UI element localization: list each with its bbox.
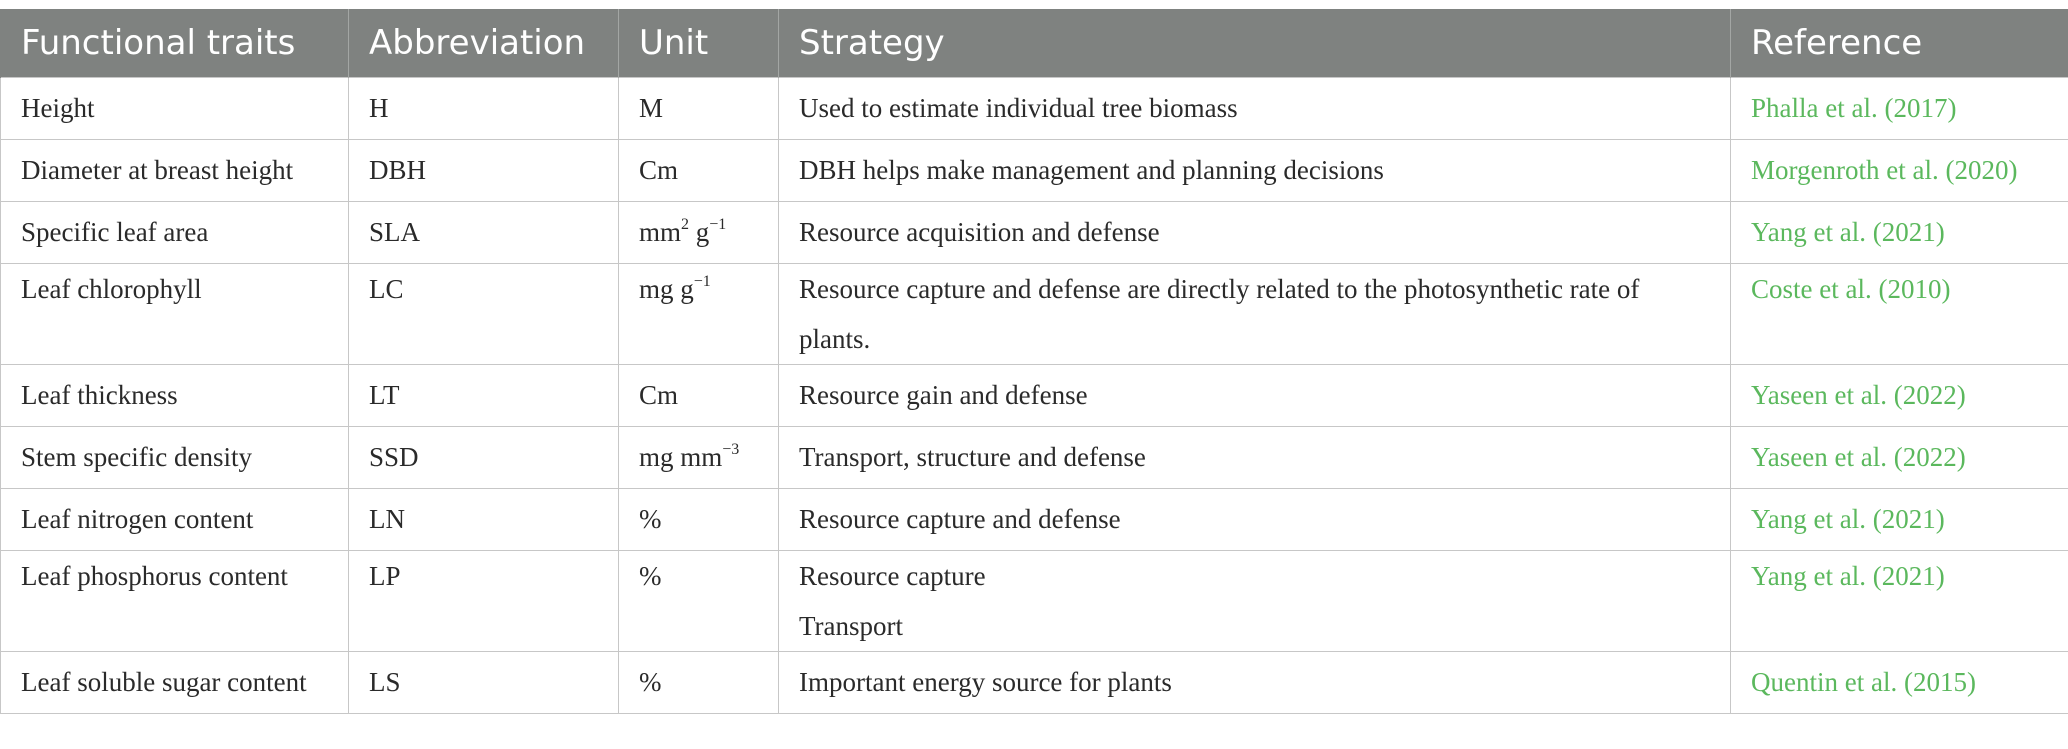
- trait-cell: Leaf nitrogen content: [1, 489, 349, 551]
- table-row: [1, 264, 2068, 365]
- unit-text: %: [639, 561, 662, 591]
- reference-link[interactable]: Quentin et al. (2015): [1731, 652, 2068, 714]
- abbreviation-cell: H: [349, 78, 619, 140]
- functional-traits-table: [0, 9, 2068, 714]
- table-row: [1, 140, 2068, 202]
- unit-superscript: 2: [681, 216, 690, 233]
- unit-cell: [619, 427, 779, 489]
- strategy-cell: Transport, structure and defense: [779, 427, 1731, 489]
- abbreviation-cell: SLA: [349, 202, 619, 264]
- header-abbreviation: Abbreviation: [349, 9, 619, 78]
- reference-link[interactable]: Yang et al. (2021): [1731, 202, 2068, 264]
- strategy-line-1: Resource capture and defense are directly related to the photosynthetic rate of: [799, 274, 1640, 304]
- trait-cell: Diameter at breast height: [1, 140, 349, 202]
- abbreviation-cell: LS: [349, 652, 619, 714]
- reference-link[interactable]: Morgenroth et al. (2020): [1731, 140, 2068, 202]
- header-unit: Unit: [619, 9, 779, 78]
- abbreviation-cell: LN: [349, 489, 619, 551]
- reference-link[interactable]: Yang et al. (2021): [1731, 551, 2068, 652]
- strategy-cell: DBH helps make management and planning decisions: [779, 140, 1731, 202]
- strategy-cell: Resource gain and defense: [779, 365, 1731, 427]
- unit-cell: [619, 78, 779, 140]
- strategy-cell: Resource acquisition and defense: [779, 202, 1731, 264]
- unit-tail: g: [689, 217, 710, 247]
- unit-base: mg mm: [639, 442, 723, 472]
- table-header-row: [1, 9, 2068, 78]
- strategy-cell: [779, 551, 1731, 652]
- unit-text: [639, 442, 739, 472]
- table-row: [1, 551, 2068, 652]
- unit-text: [639, 274, 711, 304]
- table-row: [1, 652, 2068, 714]
- strategy-cell: Resource capture and defense: [779, 489, 1731, 551]
- unit-cell: [619, 202, 779, 264]
- unit-cell: [619, 365, 779, 427]
- table-row: [1, 427, 2068, 489]
- header-reference: Reference: [1731, 9, 2068, 78]
- unit-cell: [619, 489, 779, 551]
- trait-cell: Stem specific density: [1, 427, 349, 489]
- table-row: [1, 365, 2068, 427]
- trait-cell: Leaf soluble sugar content: [1, 652, 349, 714]
- reference-link[interactable]: Phalla et al. (2017): [1731, 78, 2068, 140]
- strategy-line-2: Transport: [799, 611, 904, 641]
- abbreviation-cell: LT: [349, 365, 619, 427]
- reference-link[interactable]: Yang et al. (2021): [1731, 489, 2068, 551]
- trait-cell: Leaf thickness: [1, 365, 349, 427]
- unit-text: Cm: [639, 155, 679, 185]
- strategy-cell: [779, 264, 1731, 365]
- unit-cell: [619, 140, 779, 202]
- unit-cell: [619, 551, 779, 652]
- unit-superscript: −1: [693, 273, 711, 290]
- strategy-cell: Used to estimate individual tree biomass: [779, 78, 1731, 140]
- unit-cell: [619, 652, 779, 714]
- unit-text: M: [639, 93, 664, 123]
- table-row: [1, 202, 2068, 264]
- functional-traits-table-container: [0, 9, 2068, 714]
- abbreviation-cell: LC: [349, 264, 619, 365]
- strategy-line-2: plants.: [799, 324, 871, 354]
- unit-text: %: [639, 504, 662, 534]
- unit-superscript: −3: [722, 441, 740, 458]
- unit-cell: [619, 264, 779, 365]
- abbreviation-cell: DBH: [349, 140, 619, 202]
- unit-base: mm: [639, 217, 682, 247]
- reference-link[interactable]: Coste et al. (2010): [1731, 264, 2068, 365]
- table-row: [1, 78, 2068, 140]
- strategy-cell: Important energy source for plants: [779, 652, 1731, 714]
- reference-link[interactable]: Yaseen et al. (2022): [1731, 427, 2068, 489]
- header-functional-traits: Functional traits: [1, 9, 349, 78]
- unit-superscript-2: −1: [709, 216, 727, 233]
- unit-text: [639, 217, 726, 247]
- abbreviation-cell: SSD: [349, 427, 619, 489]
- unit-text: Cm: [639, 380, 679, 410]
- reference-link[interactable]: Yaseen et al. (2022): [1731, 365, 2068, 427]
- table-row: [1, 489, 2068, 551]
- strategy-line-1: Resource capture: [799, 561, 986, 591]
- unit-text: %: [639, 667, 662, 697]
- abbreviation-cell: LP: [349, 551, 619, 652]
- trait-cell: Height: [1, 78, 349, 140]
- unit-base: mg g: [639, 274, 694, 304]
- header-strategy: Strategy: [779, 9, 1731, 78]
- trait-cell: Leaf phosphorus content: [1, 551, 349, 652]
- trait-cell: Specific leaf area: [1, 202, 349, 264]
- trait-cell: Leaf chlorophyll: [1, 264, 349, 365]
